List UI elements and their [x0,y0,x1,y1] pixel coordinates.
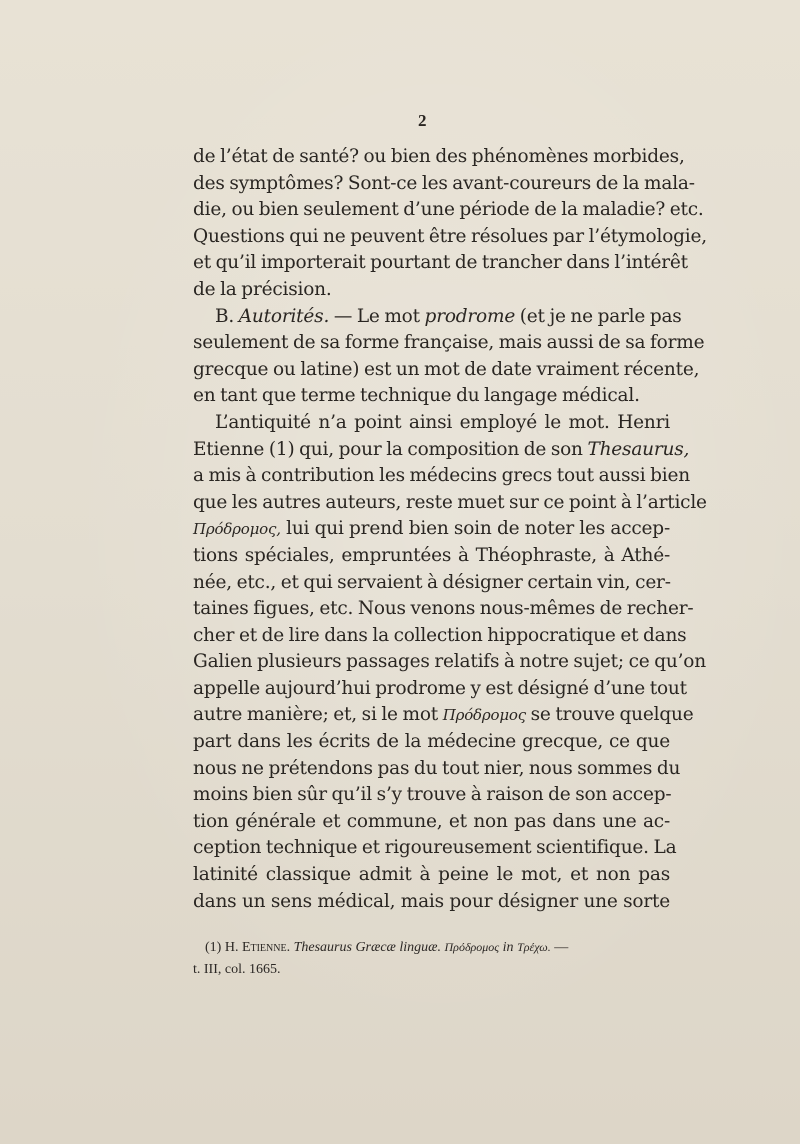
text-line: Galien plusieurs passages relatifs à notre sujet; ce qu’on [193,651,706,673]
text-line: nous ne prétendons pas du tout nier, nous sommes du [193,757,681,779]
section-marker: B. [215,305,235,327]
text-line: tions spéciales, empruntées à Théophraste, à Athé- [193,544,670,566]
footnote-line [205,936,675,959]
text-line: née, etc., et qui servaient à désigner certain vin, cer- [193,571,671,593]
text-line: cher et de lire dans la collection hippocratique et dans [193,624,687,646]
greek-word: Πρόδρομος, [193,520,281,539]
section-heading: Autorités. [238,305,330,327]
section-b-heading-line [193,304,682,331]
text-line: ception technique et rigoureusement scientifique. La [193,837,677,859]
text-line [193,702,694,729]
text-line: a mis à contribution les médecins grecs tout aussi bien [193,465,690,487]
text-line [193,437,690,464]
text-line: latinité classique admit à peine le mot, et non pas [193,864,670,886]
text-line: en tant que terme technique du langage médical. [193,385,640,407]
greek-word: Πρόδρομος [442,706,526,725]
text-line: Questions qui ne peuvent être résolues par l’étymologie, [193,225,707,247]
text-line: appelle aujourd’hui prodrome y est désigné d’une tout [193,677,687,699]
text-fragment: (et je ne parle pas [519,305,682,327]
footnote [193,936,675,981]
text-line: part dans les écrits de la médecine grecque, ce que [193,731,670,753]
text-line [193,516,670,543]
footnote-line: t. III, col. 1665. [193,962,281,977]
text-line: taines figues, etc. Nous venons nous-mêmes de recher- [193,598,694,620]
text-line: que les autres auteurs, reste muet sur ce point à l’article [193,491,707,513]
greek-word: Τρέχω. [517,940,551,954]
text-line: L’antiquité n’a point ainsi employé le mot. Henri [215,411,670,433]
footnote-title: Thesaurus Græcæ linguæ. [293,940,442,955]
text-line: grecque ou latine) est un mot de date vraiment récente, [193,358,700,380]
term-prodrome: prodrome [424,305,516,327]
text-fragment: autre manière; et, si le mot [193,704,439,726]
page-number: 2 [418,111,427,130]
text-line: et qu’il importerait pourtant de trancher dans l’intérêt [193,252,688,274]
text-line: die, ou bien seulement d’une période de la maladie? etc. [193,199,704,221]
greek-word: Πρόδρομος [444,940,500,954]
text-line: moins bien sûr qu’il s’y trouve à raison de son accep- [193,784,672,806]
body-text [193,144,707,915]
text-fragment: lui qui prend bien soin de noter les accep- [286,518,670,540]
text-line: de la précision. [193,278,332,300]
footnote-author: H. Etienne. [224,940,291,955]
text-line: tion générale et commune, et non pas dans une ac- [193,810,670,832]
text-line: des symptômes? Sont-ce les avant-coureurs de la mala- [193,172,695,194]
text-line: de l’état de santé? ou bien des phénomènes morbides, [193,146,685,167]
em-dash: — [554,940,569,955]
em-dash: — [333,305,353,327]
text-line: dans un sens médical, mais pour désigner une sorte [193,890,670,912]
title-thesaurus: Thesaurus, [587,438,690,460]
text-fragment: se trouve quelque [530,704,694,726]
footnote-marker: (1) [205,940,222,955]
footnote-in: in [502,940,514,955]
text-fragment: Etienne (1) qui, pour la composition de son [193,438,583,460]
text-line: seulement de sa forme française, mais aussi de sa forme [193,332,705,354]
text-fragment: Le mot [356,305,420,327]
